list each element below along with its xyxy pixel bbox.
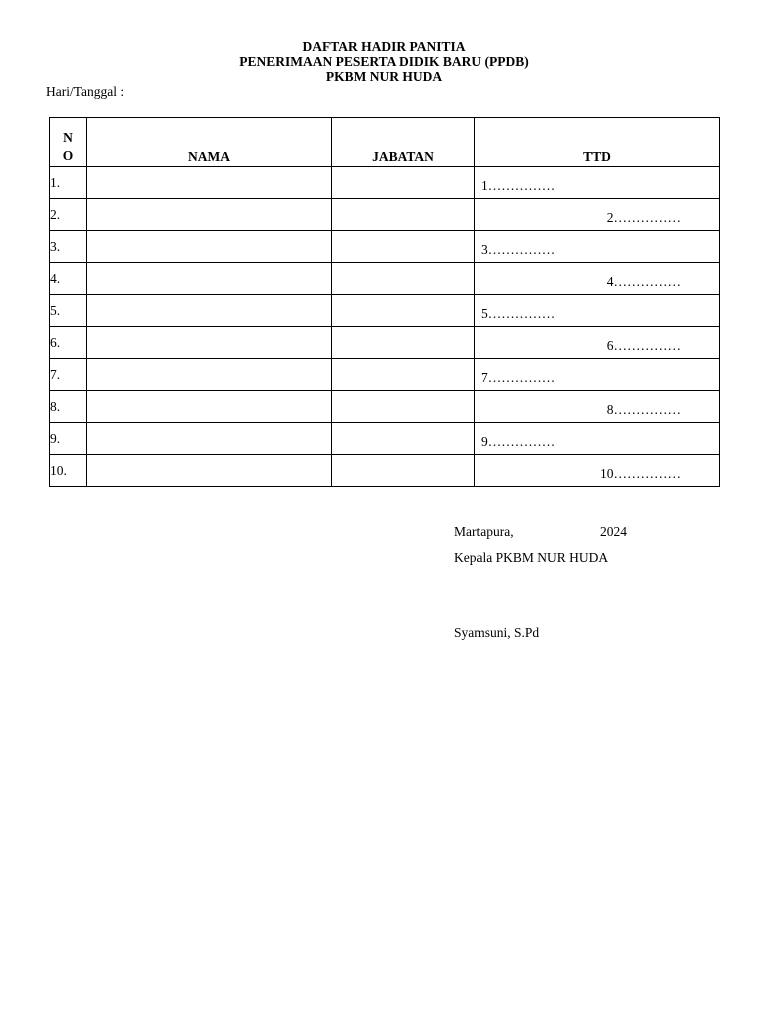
table-body xyxy=(50,167,720,487)
table-row xyxy=(50,359,720,391)
column-header-ttd: TTD xyxy=(475,118,720,167)
signature-year: 2024 xyxy=(600,524,627,539)
row-jabatan-cell[interactable] xyxy=(332,263,475,295)
row-nama-cell[interactable] xyxy=(87,423,332,455)
title-line-1: DAFTAR HADIR PANITIA xyxy=(302,39,466,54)
row-jabatan-cell[interactable] xyxy=(332,455,475,487)
row-jabatan-cell[interactable] xyxy=(332,327,475,359)
row-ttd-cell[interactable] xyxy=(475,231,720,263)
column-header-no-bottom: O xyxy=(62,148,74,163)
row-number: 9. xyxy=(50,423,87,455)
row-nama-cell[interactable] xyxy=(87,167,332,199)
row-ttd-cell[interactable] xyxy=(475,167,720,199)
row-nama-cell[interactable] xyxy=(87,327,332,359)
signature-line: 9…………… xyxy=(481,434,556,449)
row-number: 7. xyxy=(50,359,87,391)
row-jabatan-cell[interactable] xyxy=(332,359,475,391)
table-row xyxy=(50,295,720,327)
document-title xyxy=(0,39,768,84)
column-header-no xyxy=(50,118,87,167)
row-jabatan-cell[interactable] xyxy=(332,295,475,327)
row-ttd-cell[interactable] xyxy=(475,359,720,391)
row-ttd-cell[interactable] xyxy=(475,327,720,359)
table-row xyxy=(50,199,720,231)
signature-title: Kepala PKBM NUR HUDA xyxy=(454,550,609,565)
row-jabatan-cell[interactable] xyxy=(332,423,475,455)
row-jabatan-cell[interactable] xyxy=(332,199,475,231)
title-line-3: PKBM NUR HUDA xyxy=(325,69,443,84)
row-nama-cell[interactable] xyxy=(87,231,332,263)
row-number: 3. xyxy=(50,231,87,263)
row-nama-cell[interactable] xyxy=(87,199,332,231)
signature-line: 6…………… xyxy=(606,338,681,353)
row-ttd-cell[interactable] xyxy=(475,423,720,455)
date-label: Hari/Tanggal : xyxy=(46,84,125,99)
row-ttd-cell[interactable] xyxy=(475,199,720,231)
attendance-table xyxy=(49,117,720,487)
signature-line: 8…………… xyxy=(606,402,681,417)
table-row xyxy=(50,423,720,455)
signature-line: 2…………… xyxy=(606,210,681,225)
row-nama-cell[interactable] xyxy=(87,455,332,487)
row-number: 1. xyxy=(50,167,87,199)
row-jabatan-cell[interactable] xyxy=(332,167,475,199)
title-line-2: PENERIMAAN PESERTA DIDIK BARU (PPDB) xyxy=(239,54,529,69)
row-nama-cell[interactable] xyxy=(87,263,332,295)
row-number: 8. xyxy=(50,391,87,423)
signature-line: 4…………… xyxy=(606,274,681,289)
row-ttd-cell[interactable] xyxy=(475,391,720,423)
row-ttd-cell[interactable] xyxy=(475,263,720,295)
row-nama-cell[interactable] xyxy=(87,295,332,327)
column-header-nama: NAMA xyxy=(87,118,332,167)
row-nama-cell[interactable] xyxy=(87,359,332,391)
row-number: 10. xyxy=(50,455,87,487)
row-number: 6. xyxy=(50,327,87,359)
row-nama-cell[interactable] xyxy=(87,391,332,423)
signature-line: 1…………… xyxy=(481,178,556,193)
column-header-no-top: N xyxy=(63,130,73,145)
row-jabatan-cell[interactable] xyxy=(332,231,475,263)
signature-line: 3…………… xyxy=(481,242,556,257)
signature-line: 7…………… xyxy=(481,370,556,385)
row-number: 2. xyxy=(50,199,87,231)
column-header-jabatan: JABATAN xyxy=(332,118,475,167)
row-jabatan-cell[interactable] xyxy=(332,391,475,423)
row-number: 5. xyxy=(50,295,87,327)
table-header-row xyxy=(50,118,720,167)
table-row xyxy=(50,327,720,359)
signature-name: Syamsuni, S.Pd xyxy=(454,625,540,640)
signature-line: 10…………… xyxy=(600,466,681,481)
signature-place: Martapura, xyxy=(454,524,514,539)
row-ttd-cell[interactable] xyxy=(475,455,720,487)
row-number: 4. xyxy=(50,263,87,295)
table-row xyxy=(50,455,720,487)
table-row xyxy=(50,231,720,263)
table-row xyxy=(50,167,720,199)
signature-line: 5…………… xyxy=(481,306,556,321)
table-row xyxy=(50,391,720,423)
table-row xyxy=(50,263,720,295)
row-ttd-cell[interactable] xyxy=(475,295,720,327)
